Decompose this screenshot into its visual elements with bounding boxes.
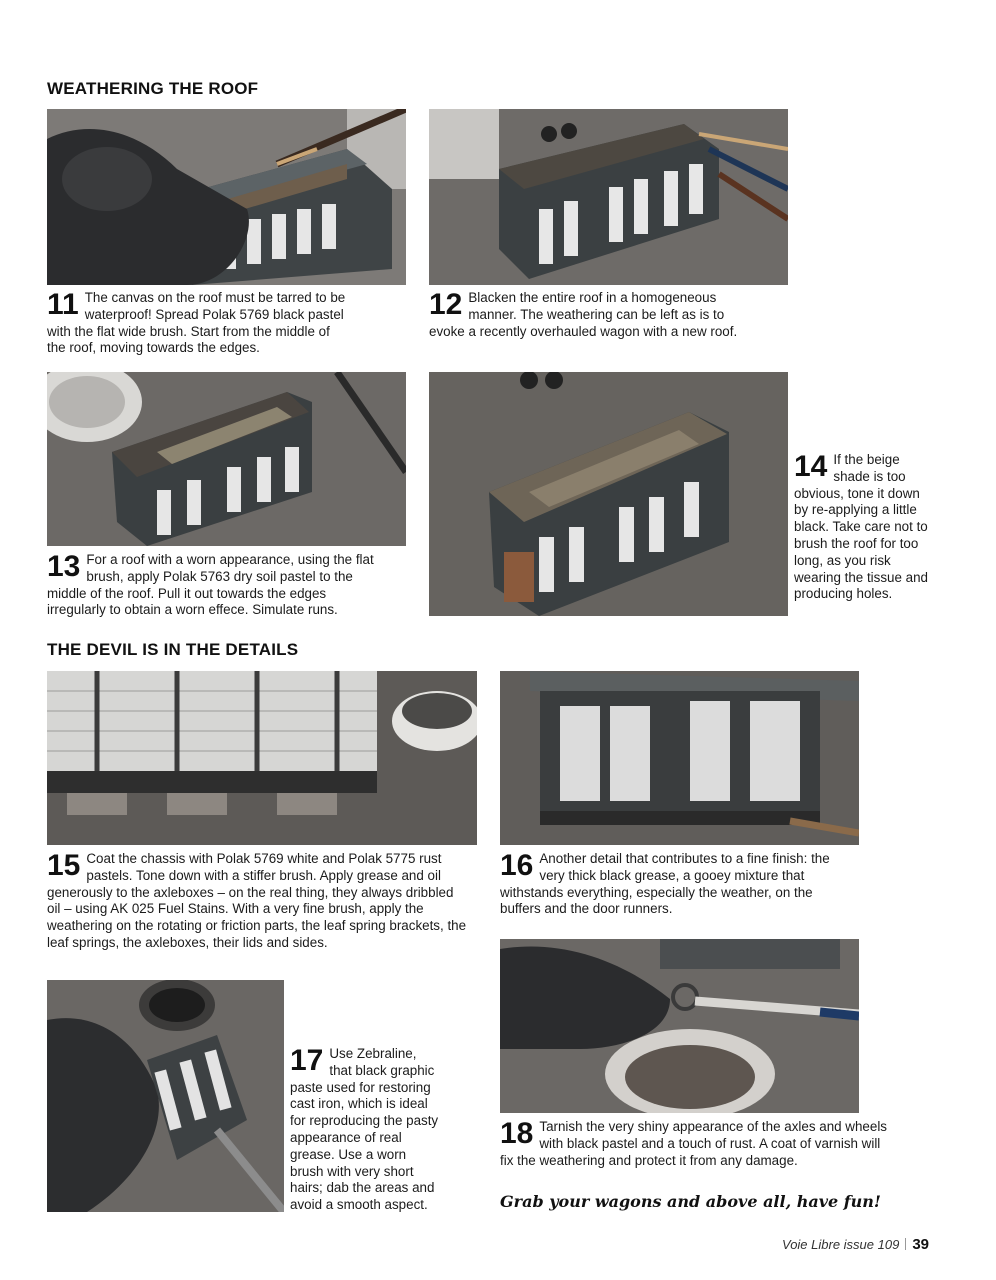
photo-step-14 — [429, 372, 788, 616]
caption-step-17 — [290, 1046, 440, 1214]
caption-step-12 — [429, 290, 759, 340]
photo-step-17 — [47, 980, 284, 1212]
photo-step-13 — [47, 372, 406, 546]
page-number: 39 — [912, 1236, 930, 1253]
caption-step-18 — [500, 1119, 890, 1169]
caption-step-15 — [47, 851, 467, 952]
step-text-13: For a roof with a worn appearance, using the flat brush, apply Polak 5763 dry soil pastel to the middle of the roof. Pull it out towards the edges irregularly to obtain a worn effece. Simulate runs. — [47, 552, 374, 618]
photo-step-12 — [429, 109, 788, 285]
caption-step-11 — [47, 290, 347, 357]
step-text-12: Blacken the entire roof in a homogeneous manner. The weathering can be left as is to evoke a recently overhauled wagon with a new roof. — [429, 290, 738, 339]
step-number-11: 11 — [47, 288, 79, 321]
step-number-12: 12 — [429, 288, 463, 321]
photo-step-18 — [500, 939, 859, 1113]
step-number-14: 14 — [794, 450, 828, 483]
photo-step-16 — [500, 671, 859, 845]
closing-tagline: Grab your wagons and above all, have fun! — [500, 1192, 881, 1211]
photo-step-15 — [47, 671, 477, 845]
step-number-16: 16 — [500, 849, 534, 882]
caption-step-13 — [47, 552, 377, 619]
step-number-17: 17 — [290, 1044, 324, 1077]
section-title-details: THE DEVIL IS IN THE DETAILS — [47, 640, 299, 659]
step-number-13: 13 — [47, 550, 81, 583]
section-title-roof: WEATHERING THE ROOF — [47, 79, 259, 98]
publication-issue: Voie Libre issue 109 — [782, 1237, 900, 1252]
step-text-14: If the beige shade is too obvious, tone it down by re-applying a little black. Take care not to brush the roof for too long, as you risk wearing the tissue and producing holes. — [794, 452, 928, 602]
step-text-11: The canvas on the roof must be tarred to be waterproof! Spread Polak 5769 black pastel with the flat wide brush. Start from the middle of the roof, moving towards the edges. — [47, 290, 346, 356]
step-text-16: Another detail that contributes to a fine finish: the very thick black grease, a gooey mixture that withstands everything, especially the weather, on the buffers and the door runners. — [500, 851, 830, 917]
step-text-18: Tarnish the very shiny appearance of the axles and wheels with black pastel and a touch of rust. A coat of varnish will fix the weathering and protect it from any damage. — [500, 1119, 887, 1168]
step-text-15: Coat the chassis with Polak 5769 white and Polak 5775 rust pastels. Tone down with a stiffer brush. Apply grease and oil generously to the axleboxes – on the real thing, they always dribbled oil – using AK 025 Fuel Stains. With a very fine brush, apply the weathering on the rotating or friction parts, the leaf spring brackets, the leaf springs, the axleboxes, their lids and sides. — [47, 851, 467, 950]
step-text-17: Use Zebraline, that black graphic paste used for restoring cast iron, which is ideal for reproducing the pasty appearance of real grease. Use a worn brush with very short hairs; dab the areas and avoid a smooth aspect. — [290, 1046, 439, 1213]
page-footer — [782, 1236, 929, 1253]
photo-step-11 — [47, 109, 406, 285]
caption-step-14 — [794, 452, 928, 603]
footer-divider — [905, 1238, 906, 1250]
caption-step-16 — [500, 851, 830, 918]
step-number-18: 18 — [500, 1117, 534, 1150]
step-number-15: 15 — [47, 849, 81, 882]
